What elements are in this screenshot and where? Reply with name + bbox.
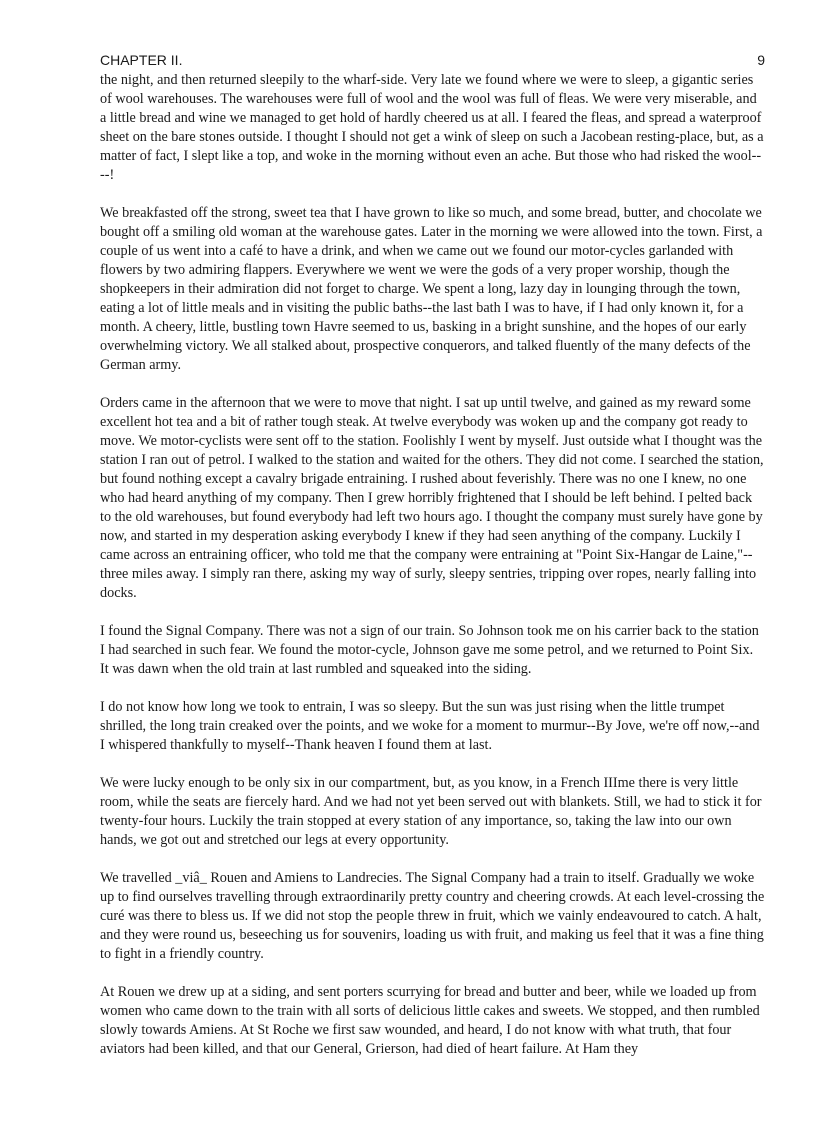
running-header [100,50,765,70]
paragraph-4: I found the Signal Company. There was not a sign of our train. So Johnson took me on his carrier back to the station I had searched in such fear. We found the motor-cycle, Johnson gave me some petrol, and we returned to Point Six. It was dawn when the old train at last rumbled and squeaked into the siding. [100,623,759,677]
paragraph-3: Orders came in the afternoon that we were to move that night. I sat up until twelve, and gained as my reward some excellent hot tea and a bit of rather tough steak. At twelve everybody was woken up and the company got ready to move. We motor-cyclists were sent off to the station. Foolishly I went by myself. Just outside what I thought was the station I ran out of petrol. I walked to the station and waited for the others. They did not come. I searched the station, but found nothing except a cavalry brigade entraining. I rushed about feverishly. There was no one I knew, no one who had heard anything of my company. Then I grew horribly frightened that I should be left behind. I pelted back to the old warehouses, but found everybody had left two hours ago. I thought the company must surely have gone by now, and started in my desperation asking everybody I knew if they had seen anything of the company. Luckily I came across an entraining officer, who told me that the company were entraining at "Point Six-Hangar de Laine,"--three miles away. I simply ran there, asking my way of surly, sleepy sentries, tripping over ropes, nearly falling into docks. [100,395,764,601]
paragraph-6: We were lucky enough to be only six in our compartment, but, as you know, in a French IIIme there is very little room, while the seats are fiercely hard. And we had not yet been served out with blankets. Still, we had to stick it for twenty-four hours. Luckily the train stopped at every station of any importance, so, taking the law into our own hands, we got out and stretched our legs at every opportunity. [100,775,762,848]
paragraph-7: We travelled _viâ_ Rouen and Amiens to Landrecies. The Signal Company had a train to itself. Gradually we woke up to find ourselves travelling through extraordinarily pretty country and cheering crowds. At each level-crossing the curé was there to bless us. If we did not stop the people threw in fruit, which we vainly endeavoured to catch. A halt, and they were round us, beseeching us for souvenirs, loading us with fruit, and making us feel that it was a fine thing to fight in a friendly country. [100,870,765,962]
paragraph-5: I do not know how long we took to entrain, I was so sleepy. But the sun was just rising when the little trumpet shrilled, the long train creaked over the points, and we woke for a moment to murmur--By Jove, we're off now,--and I whispered thankfully to myself--Thank heaven I found them at last. [100,699,760,753]
body-text [100,71,765,1059]
paragraph-2: We breakfasted off the strong, sweet tea that I have grown to like so much, and some bread, butter, and chocolate we bought off a smiling old woman at the warehouse gates. Later in the morning we were allowed into the town. First, a couple of us went into a café to have a drink, and when we came out we found our motor-cycles garlanded with flowers by two admiring flappers. Everywhere we went we were the gods of a very proper worship, though the shopkeepers in their admiration did not forget to charge. We spent a long, lazy day in lounging through the town, eating a lot of little meals and in visiting the public baths--the last bath I was to have, if I had only known it, for a month. A cheery, little, bustling town Havre seemed to us, basking in a bright sunshine, and the hopes of our early overwhelming victory. We all stalked about, prospective conquerors, and talked fluently of the many defects of the German army. [100,205,763,373]
book-page [100,50,765,1059]
chapter-title: CHAPTER II. [100,52,183,68]
paragraph-1: the night, and then returned sleepily to the wharf-side. Very late we found where we were to sleep, a gigantic series of wool warehouses. The warehouses were full of wool and the wool was full of fleas. We were very miserable, and a little bread and wine we managed to get hold of hardly cheered us at all. I feared the fleas, and spread a waterproof sheet on the bare stones outside. I thought I should not get a wink of sleep on such a Jacobean resting-place, but, as a matter of fact, I slept like a top, and woke in the morning without even an ache. But those who had risked the wool----! [100,72,764,183]
paragraph-8: At Rouen we drew up at a siding, and sent porters scurrying for bread and butter and beer, while we loaded up from women who came down to the train with all sorts of delicious little cakes and sweets. We stopped, and then rumbled slowly towards Amiens. At St Roche we first saw wounded, and heard, I do not know with what truth, that four aviators had been killed, and that our General, Grierson, had died of heart failure. At Ham they [100,984,760,1057]
page-number: 9 [757,52,765,68]
